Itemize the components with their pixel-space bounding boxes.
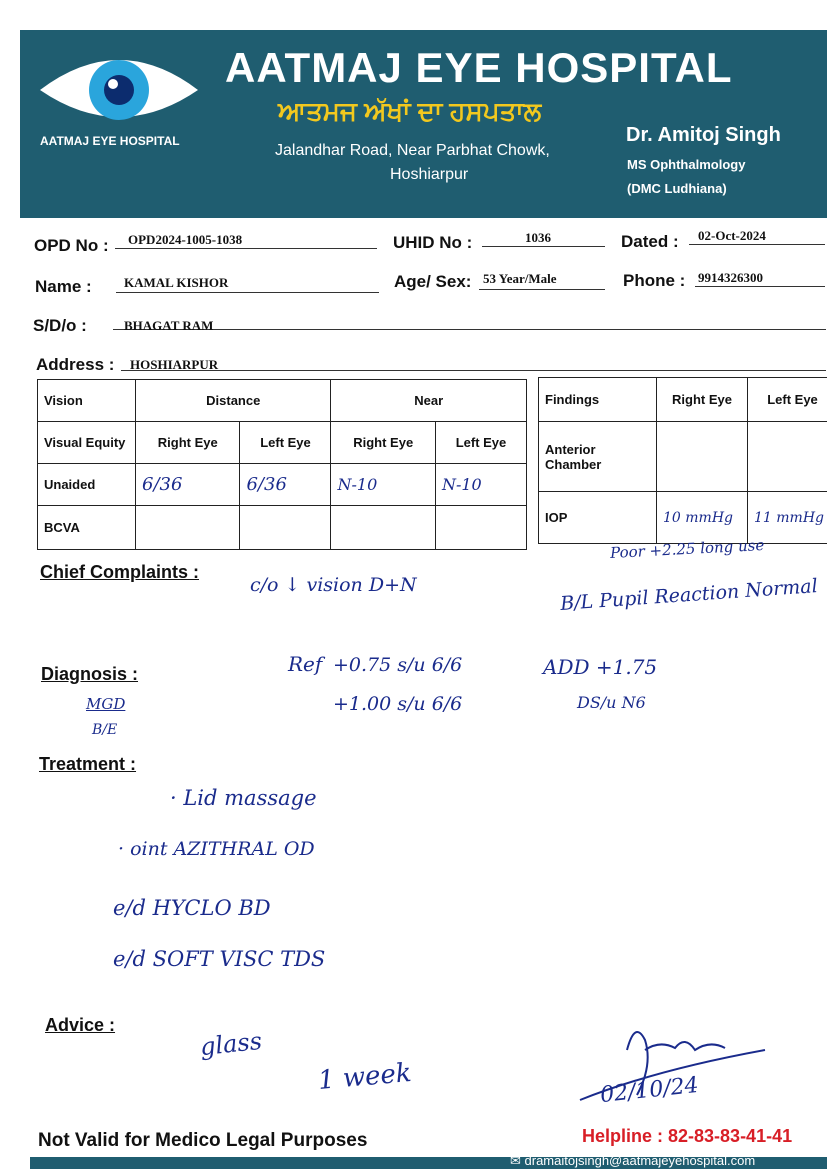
note-pupil-reaction: B/L Pupil Reaction Normal [559,575,819,615]
note-refraction-right: +0.75 s/u 6/6 [333,654,463,676]
note-diagnosis-mgd: MGD [86,695,126,713]
phone-label: Phone : [623,271,686,290]
hospital-address-line1: Jalandhar Road, Near Parbhat Chowk, [275,142,550,159]
opd-value: OPD2024-1005-1038 [128,232,243,247]
age-sex-label: Age/ Sex: [394,272,472,291]
bcva-label: BCVA [38,506,136,550]
unaided-label: Unaided [38,464,136,506]
note-treatment-1: · Lid massage [170,786,317,810]
uhid-line [482,246,605,247]
hospital-name: AATMAJ EYE HOSPITAL [225,44,733,91]
note-near-add: Poor +2.25 long use [609,535,765,563]
distance-right-eye-header: Right Eye [136,422,240,464]
dated-value: 02-Oct-2024 [698,228,766,243]
opd-label: OPD No : [34,236,109,255]
anterior-chamber-right [657,422,748,492]
bcva-distance-right [136,506,240,550]
hospital-address-line2: Hoshiarpur [390,166,469,183]
name-label: Name : [35,277,92,296]
chief-complaints-heading: Chief Complaints : [40,562,200,582]
distance-header: Distance [136,380,331,422]
anterior-chamber-left [748,422,827,492]
footer-email: ✉ dramaitojsingh@aatmajeyehospital.com [510,1153,756,1168]
name-line [116,292,379,293]
unaided-near-right: N-10 [331,464,435,506]
iop-right: 10 mmHg [657,492,748,544]
near-header: Near [331,380,527,422]
distance-left-eye-header: Left Eye [240,422,331,464]
sdo-label: S/D/o : [33,316,87,335]
findings-right-eye-header: Right Eye [657,378,748,422]
age-sex-value: 53 Year/Male [483,271,557,286]
anterior-chamber-label: Anterior Chamber [539,422,657,492]
uhid-label: UHID No : [393,233,473,252]
sdo-line [113,329,826,330]
address-value: HOSHIARPUR [130,357,219,372]
bcva-distance-left [240,506,331,550]
bcva-near-left [435,506,526,550]
medico-legal-note: Not Valid for Medico Legal Purposes [38,1130,368,1151]
note-advice-glass: glass [198,1026,264,1062]
unaided-near-left: N-10 [435,464,526,506]
opd-line [115,248,377,249]
note-add-detail: DS/u N6 [577,693,646,712]
doctor-institute: (DMC Ludhiana) [627,181,727,196]
iop-label: IOP [539,492,657,544]
logo-caption: AATMAJ EYE HOSPITAL [40,134,180,148]
note-add-power: ADD +1.75 [543,655,658,679]
vision-table [37,379,527,550]
note-signature-date: 02/10/24 [598,1072,700,1109]
eye-logo-icon [34,40,204,136]
uhid-value: 1036 [525,230,551,245]
note-refraction-label: Ref [288,652,323,676]
note-treatment-4: e/d SOFT VISC TDS [113,947,326,971]
note-advice-followup: 1 week [316,1057,413,1097]
bcva-near-right [331,506,435,550]
name-value: KAMAL KISHOR [124,275,229,290]
helpline-number: Helpline : 82-83-83-41-41 [582,1126,793,1146]
visual-equity-label: Visual Equity [38,422,136,464]
phone-value: 9914326300 [698,270,763,285]
unaided-distance-left: 6/36 [240,464,331,506]
advice-heading: Advice : [45,1015,116,1035]
treatment-heading: Treatment : [39,754,137,774]
age-sex-line [479,289,605,290]
findings-left-eye-header: Left Eye [748,378,827,422]
iop-left: 11 mmHg [748,492,827,544]
address-label: Address : [36,355,115,374]
dated-label: Dated : [621,232,679,251]
findings-table [538,377,827,544]
findings-header: Findings [539,378,657,422]
note-chief-complaint: c/o ↓ vision D+N [250,574,417,596]
doctor-degree: MS Ophthalmology [627,157,746,172]
note-diagnosis-be: B/E [92,722,118,738]
near-left-eye-header: Left Eye [435,422,526,464]
note-refraction-left: +1.00 s/u 6/6 [333,693,463,715]
phone-line [695,286,825,287]
doctor-name: Dr. Amitoj Singh [626,124,781,146]
diagnosis-heading: Diagnosis : [41,664,139,684]
note-treatment-3: e/d HYCLO BD [113,896,271,920]
dated-line [689,244,825,245]
letterhead-banner [20,30,827,218]
vision-header: Vision [38,380,136,422]
note-treatment-2: · oint AZITHRAL OD [118,838,315,860]
near-right-eye-header: Right Eye [331,422,435,464]
sdo-value: BHAGAT RAM [124,318,214,333]
unaided-distance-right: 6/36 [136,464,240,506]
address-line [121,370,826,371]
hospital-name-punjabi: ਆਤਮਜ ਅੱਖਾਂ ਦਾ ਹਸਪਤਾਲ [278,96,542,126]
